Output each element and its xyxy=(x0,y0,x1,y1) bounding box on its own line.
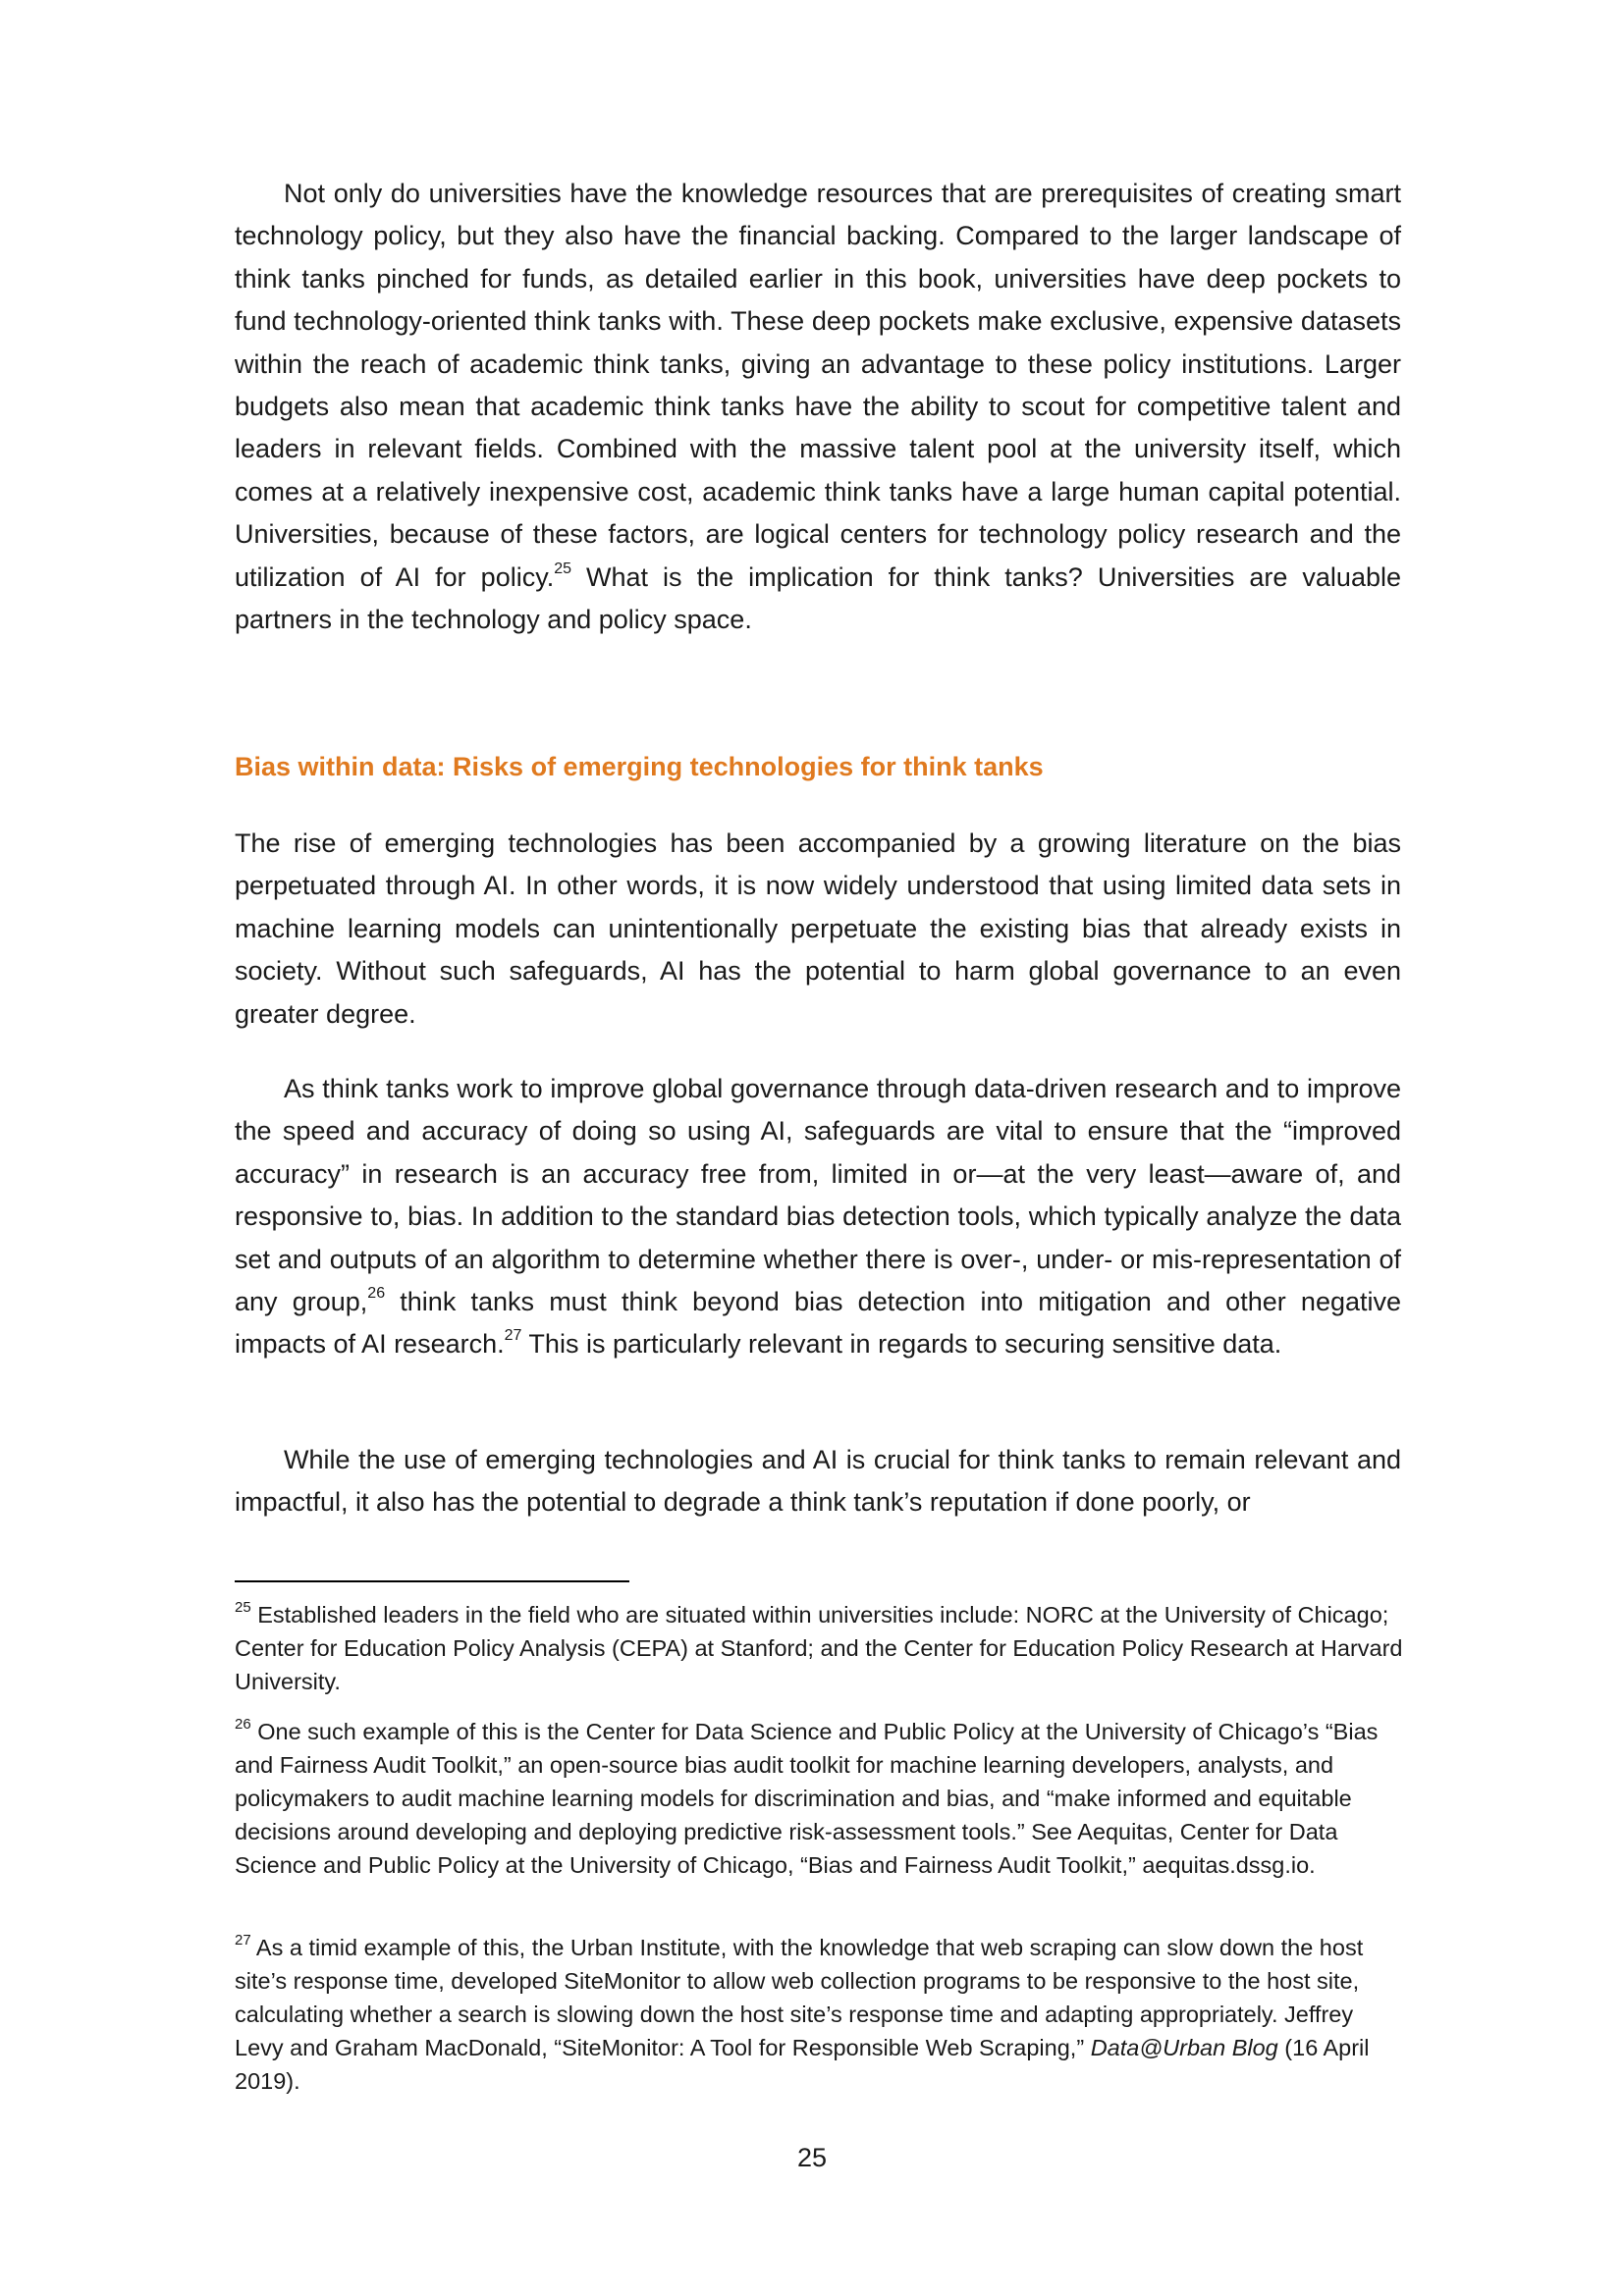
paragraph-universities xyxy=(235,173,1401,641)
footnote-text: One such example of this is the Center for Data Science and Public Policy at the University of Chicago’s “Bias and Fairness Audit Toolkit,” an open-source bias audit toolkit for machine learning developers, analysts, and policymakers to audit machine learning models for discrimination and bias, and “make informed and equitable decisions around developing and deploying predictive risk-assessment tools.” See Aequitas, Center for Data Science and Public Policy at the University of Chicago, “Bias and Fairness Audit Toolkit,” aequitas.dssg.io. xyxy=(235,1719,1379,1878)
footnote-text: As a timid example of this, the Urban Institute, with the knowledge that web scraping can slow down the host site’s response time, developed SiteMonitor to allow web collection programs to be responsive to the host site, calculating whether a search is slowing down the host site’s response time and adapting appropriately. Jeffrey Levy and Graham MacDonald, “SiteMonitor: A Tool for Responsible Web Scraping,” xyxy=(235,1935,1364,2060)
paragraph-text: Not only do universities have the knowledge resources that are prerequisites of creating smart technology policy, but they also have the financial backing. Compared to the larger landscape of think tanks pinched for funds, as detailed earlier in this book, universities have deep pockets to fund technology-oriented think tanks with. These deep pockets make exclusive, expensive datasets within the reach of academic think tanks, giving an advantage to these policy institutions. Larger budgets also mean that academic think tanks have the ability to scout for competitive talent and leaders in relevant fields. Combined with the massive talent pool at the university itself, which comes at a relatively inexpensive cost, academic think tanks have a large human capital potential. Universities, because of these factors, are logical centers for technology policy research and the utilization of AI for policy. xyxy=(235,179,1401,592)
paragraph-safeguards xyxy=(235,1068,1401,1366)
footnote-number: 25 xyxy=(235,1599,251,1617)
footnote-text: (16 April 2019). xyxy=(235,2035,1370,2094)
footnote-27 xyxy=(235,1931,1403,2098)
paragraph-reputation xyxy=(235,1439,1401,1524)
footnote-italic-title: Data@Urban Blog xyxy=(1090,2035,1278,2060)
footnote-ref-25[interactable]: 25 xyxy=(554,560,571,577)
paragraph-text: As think tanks work to improve global governance through data-driven research and to improve the speed and accuracy of doing so using AI, safeguards are vital to ensure that the “improved accuracy” in research is an accuracy free from, limited in or—at the very least—aware of, and responsive to, bias. In addition to the standard bias detection tools, which typically analyze the data set and outputs of an algorithm to determine whether there is over-, under- or mis-representation of any group, xyxy=(235,1074,1401,1317)
page-number: 25 xyxy=(796,2143,828,2172)
footnote-ref-27[interactable]: 27 xyxy=(504,1327,522,1345)
paragraph-rise-of-emerging-tech xyxy=(235,823,1401,1036)
paragraph-text: While the use of emerging technologies and AI is crucial for think tanks to remain relevant and impactful, it also has the potential to degrade a think tank’s reputation if done poorly, or xyxy=(235,1445,1401,1518)
paragraph-text: The rise of emerging technologies has been accompanied by a growing literature on the bias perpetuated through AI. In other words, it is now widely understood that using limited data sets in machine learning models can unintentionally perpetuate the existing bias that already exists in society. Without such safeguards, AI has the potential to harm global governance to an even greater degree. xyxy=(235,828,1401,1029)
footnote-text: Established leaders in the field who are situated within universities include: NORC at the University of Chicago; Center for Education Policy Analysis (CEPA) at Stanford; and the Center for Education Policy Research at Harvard University. xyxy=(235,1602,1403,1694)
section-heading: Bias within data: Risks of emerging technologies for think tanks xyxy=(235,752,1044,781)
paragraph-text: What is the implication for think tanks? Universities are valuable partners in the technology and policy space. xyxy=(235,561,1401,635)
footnote-26 xyxy=(235,1715,1403,1882)
footnote-ref-26[interactable]: 26 xyxy=(367,1285,386,1303)
footnote-number: 26 xyxy=(235,1716,251,1734)
footnote-separator xyxy=(235,1580,629,1582)
footnote-25 xyxy=(235,1598,1403,1698)
paragraph-text: think tanks must think beyond bias detection into mitigation and other negative impacts of AI research. xyxy=(235,1287,1402,1360)
paragraph-text: This is particularly relevant in regards to securing sensitive data. xyxy=(521,1329,1282,1360)
footnote-number: 27 xyxy=(235,1932,251,1949)
